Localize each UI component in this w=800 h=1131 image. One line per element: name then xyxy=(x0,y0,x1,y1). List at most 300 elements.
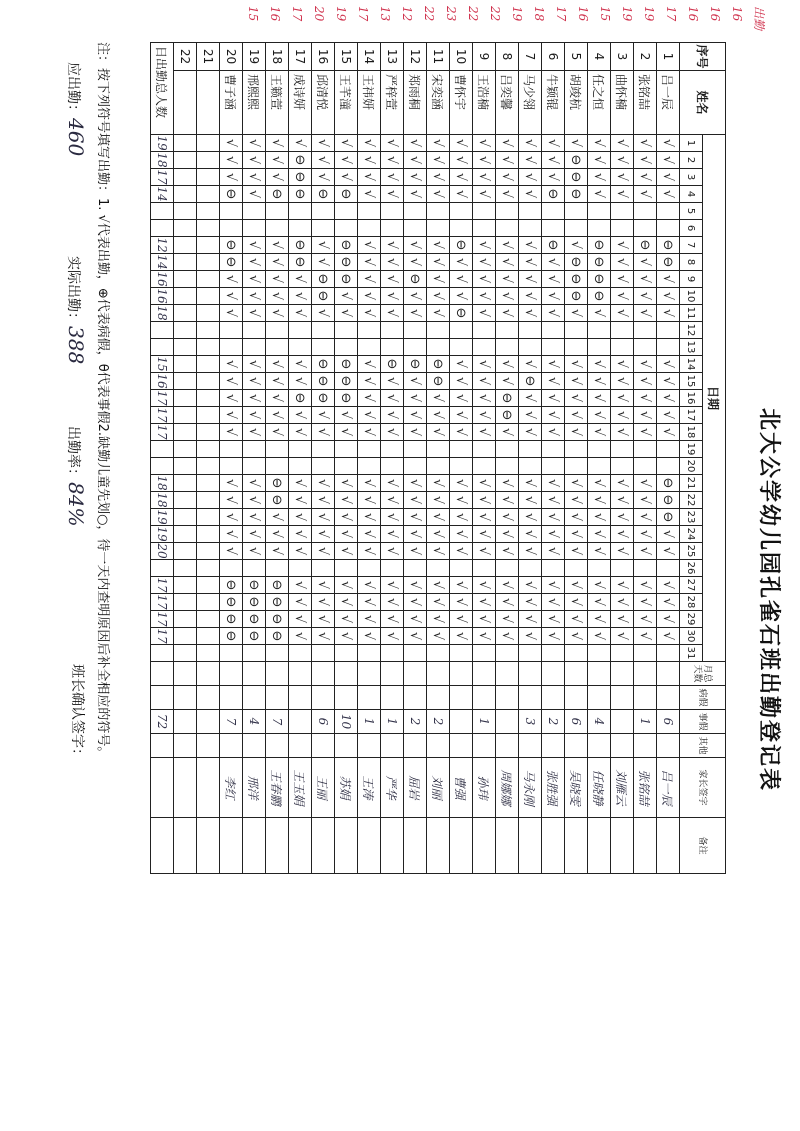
attendance-mark: √ xyxy=(450,526,473,543)
actual-attendance xyxy=(64,256,88,364)
attendance-mark: √ xyxy=(404,237,427,254)
attendance-mark xyxy=(312,220,335,237)
attendance-mark xyxy=(496,645,519,662)
attendance-mark: ⊖ xyxy=(404,356,427,373)
attendance-mark: √ xyxy=(243,543,266,560)
red-mark: 16 xyxy=(708,6,722,22)
attendance-mark: √ xyxy=(404,628,427,645)
attendance-mark: √ xyxy=(358,135,381,152)
student-row xyxy=(404,43,427,874)
attendance-mark xyxy=(542,645,565,662)
attendance-mark: √ xyxy=(450,407,473,424)
attendance-mark: √ xyxy=(611,543,634,560)
personal-leave-days xyxy=(174,710,197,734)
student-name: 王浩楠 xyxy=(473,71,496,135)
attendance-mark: √ xyxy=(588,407,611,424)
attendance-mark: ⊖ xyxy=(289,254,312,271)
attendance-mark: √ xyxy=(496,288,519,305)
attendance-mark: √ xyxy=(542,526,565,543)
attendance-mark: √ xyxy=(243,373,266,390)
attendance-mark xyxy=(634,203,657,220)
attendance-mark xyxy=(404,441,427,458)
attendance-mark: √ xyxy=(588,424,611,441)
parent-signature xyxy=(197,758,220,818)
attendance-mark: √ xyxy=(358,271,381,288)
attendance-mark xyxy=(657,458,680,475)
personal-leave-days: 7 xyxy=(266,710,289,734)
parent-signature: 李红 xyxy=(220,758,243,818)
attendance-mark xyxy=(289,220,312,237)
student-name: 郑雨桐 xyxy=(404,71,427,135)
attendance-mark xyxy=(565,220,588,237)
attendance-mark: ⊖ xyxy=(335,186,358,203)
other-days xyxy=(519,734,542,758)
parent-signature: 周娜娜 xyxy=(496,758,519,818)
attendance-mark: √ xyxy=(519,628,542,645)
attendance-mark: √ xyxy=(289,305,312,322)
sick-days xyxy=(381,686,404,710)
attendance-mark: √ xyxy=(335,526,358,543)
attendance-mark: √ xyxy=(266,390,289,407)
attendance-mark: √ xyxy=(358,543,381,560)
other-days xyxy=(634,734,657,758)
attendance-mark xyxy=(197,475,220,492)
daily-total-value: 17 xyxy=(151,169,174,186)
attendance-mark xyxy=(197,441,220,458)
attendance-mark xyxy=(519,220,542,237)
attendance-mark: √ xyxy=(427,237,450,254)
month-total xyxy=(611,662,634,686)
attendance-mark: √ xyxy=(634,186,657,203)
red-mark: 12 xyxy=(400,6,414,22)
attendance-mark: √ xyxy=(266,271,289,288)
day-header: 29 xyxy=(680,611,703,628)
daily-total-value: 17 xyxy=(151,577,174,594)
attendance-mark xyxy=(427,339,450,356)
attendance-mark: ⊖ xyxy=(519,373,542,390)
student-row xyxy=(634,43,657,874)
attendance-mark: √ xyxy=(381,594,404,611)
attendance-mark: √ xyxy=(519,611,542,628)
student-row xyxy=(496,43,519,874)
attendance-mark: ⊖ xyxy=(565,186,588,203)
month-total xyxy=(289,662,312,686)
attendance-mark: √ xyxy=(588,135,611,152)
attendance-mark xyxy=(634,560,657,577)
attendance-mark: ⊖ xyxy=(243,577,266,594)
sick-days xyxy=(266,686,289,710)
attendance-mark: √ xyxy=(450,373,473,390)
attendance-mark: ⊖ xyxy=(243,611,266,628)
month-total xyxy=(657,662,680,686)
attendance-mark: √ xyxy=(450,254,473,271)
attendance-mark xyxy=(611,441,634,458)
attendance-mark: √ xyxy=(358,594,381,611)
attendance-mark: √ xyxy=(588,628,611,645)
personal-header: 事假 xyxy=(680,710,726,734)
attendance-mark: √ xyxy=(289,356,312,373)
personal-leave-days: 1 xyxy=(381,710,404,734)
attendance-mark: √ xyxy=(266,305,289,322)
actual-label: 实际出勤： xyxy=(65,256,81,326)
personal-leave-days: 1 xyxy=(473,710,496,734)
daily-total-value: 17 xyxy=(151,424,174,441)
attendance-mark: √ xyxy=(381,254,404,271)
attendance-mark: √ xyxy=(611,492,634,509)
attendance-mark: √ xyxy=(542,271,565,288)
attendance-mark: √ xyxy=(266,543,289,560)
other-days xyxy=(427,734,450,758)
parent-signature: 任晓静 xyxy=(588,758,611,818)
attendance-mark: √ xyxy=(450,390,473,407)
student-row xyxy=(174,43,197,874)
student-row xyxy=(565,43,588,874)
attendance-mark: ⊖ xyxy=(450,237,473,254)
student-row xyxy=(657,43,680,874)
attendance-mark xyxy=(197,594,220,611)
sick-days xyxy=(565,686,588,710)
attendance-mark: √ xyxy=(404,407,427,424)
attendance-mark: ⊖ xyxy=(289,169,312,186)
personal-leave-days xyxy=(197,710,220,734)
attendance-mark xyxy=(312,339,335,356)
attendance-mark xyxy=(335,220,358,237)
attendance-mark xyxy=(381,645,404,662)
attendance-mark xyxy=(450,322,473,339)
attendance-mark: √ xyxy=(404,594,427,611)
attendance-mark: √ xyxy=(404,390,427,407)
personal-leave-days: 2 xyxy=(404,710,427,734)
daily-total-value: 12 xyxy=(151,237,174,254)
remarks-header: 备注 xyxy=(680,818,726,874)
attendance-mark xyxy=(657,645,680,662)
attendance-mark xyxy=(197,152,220,169)
attendance-mark: √ xyxy=(289,611,312,628)
attendance-mark: √ xyxy=(542,305,565,322)
attendance-mark: √ xyxy=(243,237,266,254)
attendance-mark: √ xyxy=(611,254,634,271)
month-total xyxy=(565,662,588,686)
attendance-mark: √ xyxy=(404,288,427,305)
personal-leave-days: 6 xyxy=(565,710,588,734)
attendance-mark xyxy=(473,322,496,339)
day-header: 7 xyxy=(680,237,703,254)
attendance-mark: √ xyxy=(634,135,657,152)
attendance-mark xyxy=(243,441,266,458)
attendance-mark: √ xyxy=(611,271,634,288)
other-days xyxy=(404,734,427,758)
other-days xyxy=(588,734,611,758)
attendance-mark: √ xyxy=(519,254,542,271)
daily-total-value: 17 xyxy=(151,628,174,645)
student-name xyxy=(174,71,197,135)
attendance-mark xyxy=(542,203,565,220)
attendance-mark: √ xyxy=(611,186,634,203)
attendance-mark xyxy=(312,322,335,339)
attendance-mark xyxy=(611,203,634,220)
attendance-mark xyxy=(289,441,312,458)
attendance-mark xyxy=(519,203,542,220)
daily-total-value: 15 xyxy=(151,356,174,373)
attendance-mark: √ xyxy=(450,543,473,560)
attendance-mark: ⊖ xyxy=(381,356,404,373)
attendance-mark: √ xyxy=(312,254,335,271)
attendance-mark xyxy=(611,458,634,475)
day-header: 24 xyxy=(680,526,703,543)
month-total xyxy=(358,662,381,686)
attendance-mark xyxy=(220,441,243,458)
student-row xyxy=(289,43,312,874)
student-number: 16 xyxy=(312,43,335,71)
attendance-mark xyxy=(565,645,588,662)
month-total xyxy=(473,662,496,686)
attendance-mark xyxy=(358,339,381,356)
student-number: 7 xyxy=(519,43,542,71)
attendance-mark xyxy=(381,441,404,458)
attendance-mark xyxy=(519,645,542,662)
attendance-mark: √ xyxy=(565,135,588,152)
student-row xyxy=(312,43,335,874)
attendance-mark: √ xyxy=(289,407,312,424)
daily-total-value: 14 xyxy=(151,254,174,271)
attendance-mark: √ xyxy=(427,152,450,169)
attendance-mark: √ xyxy=(634,543,657,560)
student-number: 4 xyxy=(588,43,611,71)
attendance-mark: √ xyxy=(565,628,588,645)
attendance-mark: √ xyxy=(450,288,473,305)
student-row xyxy=(588,43,611,874)
attendance-mark xyxy=(197,628,220,645)
attendance-mark: ⊖ xyxy=(657,237,680,254)
attendance-mark xyxy=(450,645,473,662)
attendance-mark: √ xyxy=(381,271,404,288)
attendance-mark: √ xyxy=(404,492,427,509)
attendance-mark: √ xyxy=(312,407,335,424)
attendance-mark: √ xyxy=(611,237,634,254)
day-header: 1 xyxy=(680,135,703,152)
attendance-mark: √ xyxy=(473,237,496,254)
attendance-mark: √ xyxy=(427,254,450,271)
attendance-mark: ⊖ xyxy=(220,254,243,271)
attendance-mark: √ xyxy=(611,594,634,611)
attendance-mark: ⊖ xyxy=(312,271,335,288)
attendance-mark: ⊖ xyxy=(657,509,680,526)
attendance-mark: √ xyxy=(381,152,404,169)
attendance-mark: √ xyxy=(519,509,542,526)
attendance-mark xyxy=(657,560,680,577)
attendance-mark: √ xyxy=(519,475,542,492)
attendance-mark: √ xyxy=(358,237,381,254)
attendance-mark xyxy=(174,271,197,288)
attendance-mark: √ xyxy=(611,305,634,322)
attendance-mark: √ xyxy=(358,305,381,322)
attendance-mark: √ xyxy=(473,390,496,407)
month-total xyxy=(450,662,473,686)
attendance-mark: √ xyxy=(519,407,542,424)
student-number: 6 xyxy=(542,43,565,71)
parent-signature: 王春鹏 xyxy=(266,758,289,818)
attendance-mark: √ xyxy=(496,594,519,611)
total-remarks xyxy=(151,818,174,874)
attendance-mark: √ xyxy=(542,509,565,526)
attendance-mark: ⊖ xyxy=(266,611,289,628)
student-row xyxy=(197,43,220,874)
attendance-mark: √ xyxy=(381,424,404,441)
attendance-mark: √ xyxy=(243,288,266,305)
attendance-mark: √ xyxy=(496,373,519,390)
attendance-mark: ⊖ xyxy=(312,390,335,407)
other-days xyxy=(542,734,565,758)
daily-total-value: 16 xyxy=(151,271,174,288)
attendance-mark: √ xyxy=(266,254,289,271)
red-mark: 13 xyxy=(378,6,392,22)
attendance-mark xyxy=(427,203,450,220)
attendance-mark xyxy=(657,322,680,339)
attendance-mark xyxy=(450,441,473,458)
attendance-mark: √ xyxy=(611,475,634,492)
attendance-mark xyxy=(404,339,427,356)
attendance-mark xyxy=(197,611,220,628)
attendance-mark: √ xyxy=(243,135,266,152)
attendance-mark: √ xyxy=(427,628,450,645)
attendance-mark: √ xyxy=(542,373,565,390)
attendance-mark xyxy=(381,560,404,577)
sick-days xyxy=(427,686,450,710)
attendance-mark: √ xyxy=(450,135,473,152)
student-row xyxy=(519,43,542,874)
attendance-mark: √ xyxy=(404,509,427,526)
month-total xyxy=(243,662,266,686)
attendance-mark xyxy=(588,458,611,475)
attendance-mark: √ xyxy=(473,356,496,373)
attendance-mark: √ xyxy=(473,424,496,441)
remarks xyxy=(542,818,565,874)
attendance-mark xyxy=(174,390,197,407)
confirm-label: 班长确认签字： xyxy=(69,664,85,762)
attendance-mark xyxy=(312,645,335,662)
attendance-mark: √ xyxy=(450,611,473,628)
attendance-mark: ⊖ xyxy=(427,356,450,373)
student-row xyxy=(381,43,404,874)
attendance-mark: √ xyxy=(335,424,358,441)
attendance-mark: √ xyxy=(588,509,611,526)
student-name: 吕一辰 xyxy=(657,71,680,135)
attendance-mark xyxy=(197,271,220,288)
day-header: 20 xyxy=(680,458,703,475)
attendance-mark: √ xyxy=(519,356,542,373)
attendance-mark: √ xyxy=(542,611,565,628)
attendance-mark: √ xyxy=(565,305,588,322)
attendance-mark xyxy=(634,441,657,458)
attendance-mark xyxy=(358,322,381,339)
attendance-mark: √ xyxy=(220,424,243,441)
attendance-mark: √ xyxy=(634,271,657,288)
attendance-mark xyxy=(266,645,289,662)
attendance-mark: √ xyxy=(588,152,611,169)
attendance-mark xyxy=(197,373,220,390)
daily-total-value: 18 xyxy=(151,475,174,492)
student-name: 马少翎 xyxy=(519,71,542,135)
attendance-mark: √ xyxy=(358,475,381,492)
attendance-mark xyxy=(542,441,565,458)
day-header: 19 xyxy=(680,441,703,458)
student-name: 成诗妍 xyxy=(289,71,312,135)
attendance-mark: √ xyxy=(381,288,404,305)
attendance-mark xyxy=(174,186,197,203)
attendance-mark xyxy=(197,560,220,577)
red-mark: 19 xyxy=(334,6,348,22)
attendance-mark xyxy=(450,560,473,577)
attendance-mark: √ xyxy=(243,305,266,322)
attendance-mark xyxy=(519,458,542,475)
student-row xyxy=(358,43,381,874)
attendance-mark xyxy=(381,339,404,356)
attendance-mark: ⊖ xyxy=(289,237,312,254)
remarks xyxy=(496,818,519,874)
attendance-mark xyxy=(174,339,197,356)
attendance-mark xyxy=(174,560,197,577)
attendance-mark xyxy=(220,645,243,662)
attendance-mark: √ xyxy=(335,509,358,526)
student-name: 牛颖锟 xyxy=(542,71,565,135)
attendance-mark: √ xyxy=(266,373,289,390)
attendance-mark: √ xyxy=(611,288,634,305)
attendance-mark: √ xyxy=(657,407,680,424)
attendance-mark: √ xyxy=(243,424,266,441)
attendance-mark: √ xyxy=(220,305,243,322)
attendance-mark xyxy=(404,645,427,662)
attendance-mark: √ xyxy=(657,543,680,560)
attendance-mark xyxy=(174,645,197,662)
attendance-mark xyxy=(174,611,197,628)
attendance-mark: √ xyxy=(611,373,634,390)
attendance-mark xyxy=(496,339,519,356)
personal-leave-days xyxy=(289,710,312,734)
attendance-mark: √ xyxy=(473,543,496,560)
personal-leave-days xyxy=(611,710,634,734)
attendance-mark: ⊖ xyxy=(634,237,657,254)
date-header: 日期 xyxy=(703,135,726,662)
attendance-mark xyxy=(358,441,381,458)
attendance-mark xyxy=(427,645,450,662)
attendance-mark: √ xyxy=(657,186,680,203)
attendance-mark: ⊖ xyxy=(266,186,289,203)
attendance-mark xyxy=(266,458,289,475)
student-name: 曹怀宇 xyxy=(450,71,473,135)
other-days xyxy=(611,734,634,758)
red-mark: 16 xyxy=(268,6,282,22)
attendance-mark xyxy=(197,543,220,560)
attendance-mark: √ xyxy=(634,288,657,305)
total-sign xyxy=(151,758,174,818)
attendance-mark xyxy=(174,220,197,237)
month-total xyxy=(542,662,565,686)
attendance-mark: √ xyxy=(473,135,496,152)
day-header: 30 xyxy=(680,628,703,645)
personal-leave-days: 7 xyxy=(220,710,243,734)
attendance-mark: √ xyxy=(358,628,381,645)
attendance-mark: ⊖ xyxy=(266,594,289,611)
attendance-mark: √ xyxy=(496,169,519,186)
attendance-mark: √ xyxy=(473,305,496,322)
student-name: 张铭喆 xyxy=(634,71,657,135)
attendance-mark xyxy=(174,441,197,458)
attendance-mark: √ xyxy=(473,475,496,492)
attendance-mark: √ xyxy=(542,407,565,424)
student-row xyxy=(611,43,634,874)
attendance-mark: ⊖ xyxy=(565,152,588,169)
attendance-mark xyxy=(174,305,197,322)
